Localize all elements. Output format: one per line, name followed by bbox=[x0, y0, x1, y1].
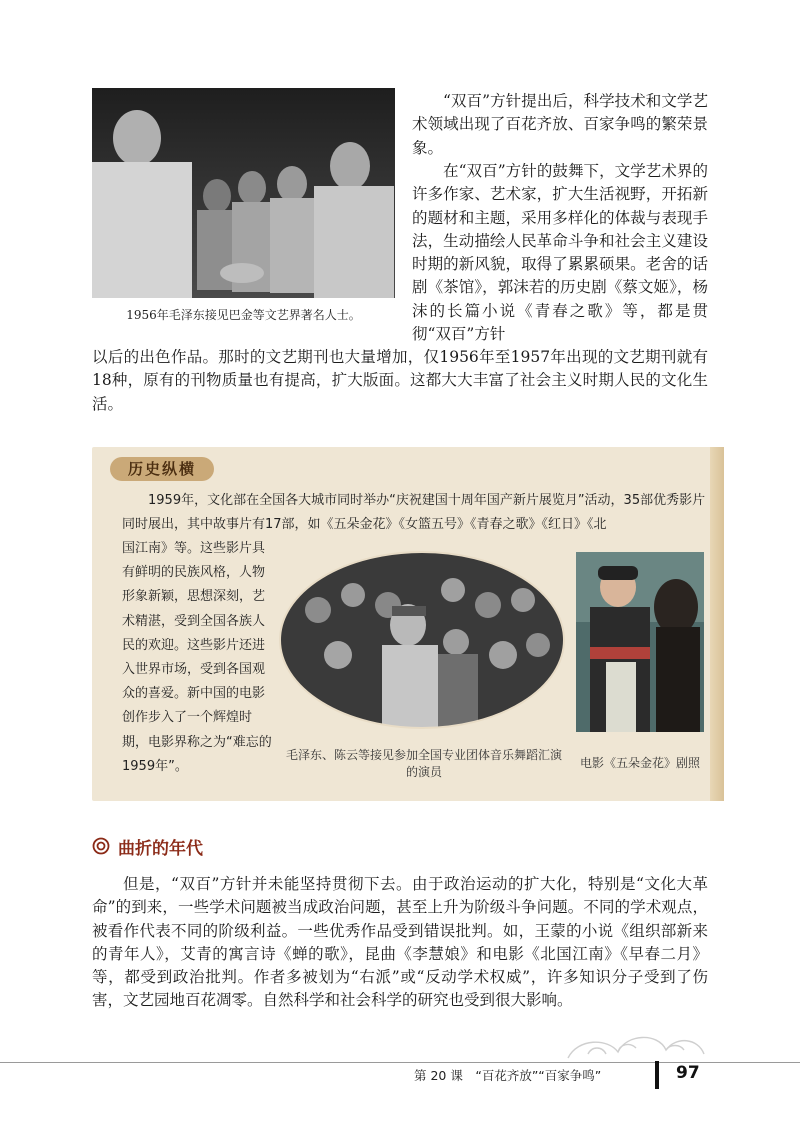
cloud-ornament-icon bbox=[548, 1024, 748, 1064]
history-sidebar-box bbox=[92, 447, 724, 801]
photo-oval-performers bbox=[278, 550, 566, 730]
footer-divider bbox=[655, 1061, 659, 1089]
footer-lesson-title: 第 20 课 “百花齐放”“百家争鸣” bbox=[414, 1068, 602, 1083]
section-title: 曲折的年代 bbox=[118, 838, 203, 859]
paragraph-achievements-continued: 以后的出色作品。那时的文艺期刊也大量增加，仅1956年至1957年出现的文艺期刊就有18种，原有的刊物质量也有提高，扩大版面。这都大大丰富了社会主义时期人民的文化生活。 bbox=[92, 348, 708, 413]
box-text-body: 国江南》等。这些影片具有鲜明的民族风格，人物形象新颖，思想深刻，艺术精湛，受到全国各族人民的欢迎。这些影片还进入世界市场，受到各国观众的喜爱。新中国的电影创作步入了一个辉煌时期，电影界称之为“难忘的1959年”。 bbox=[122, 541, 272, 774]
page-number: 97 bbox=[676, 1063, 700, 1083]
photo-five-golden-flowers-still bbox=[576, 552, 704, 732]
paragraph-intro: “双百”方针提出后，科学技术和文学艺术领域出现了百花齐放、百家争鸣的繁荣景象。 bbox=[412, 92, 708, 157]
box-title: 历史纵横 bbox=[110, 457, 214, 481]
caption-oval-photo: 毛泽东、陈云等接见参加全国专业团体音乐舞蹈汇演的演员 bbox=[285, 748, 562, 779]
paragraph-achievements: 在“双百”方针的鼓舞下，文学艺术界的许多作家、艺术家，扩大生活视野，开拓新的题材和主题，采用多样化的体裁与表现手法，生动描绘人民革命斗争和社会主义建设时期的新风貌，取得了累累硕果。老舍的话剧《茶馆》，郭沫若的历史剧《蔡文姬》，杨沫的长篇小说《青春之歌》等，都是贯彻“双百”方针 bbox=[412, 162, 708, 344]
photo-caption: 1956年毛泽东接见巴金等文艺界著名人士。 bbox=[126, 308, 361, 322]
box-side-rail bbox=[710, 447, 724, 801]
section-heading bbox=[92, 834, 203, 858]
photo-mao-meeting-bajin bbox=[92, 88, 395, 298]
paragraph-twisted-years: 但是，“双百”方针并未能坚持贯彻下去。由于政治运动的扩大化，特别是“文化大革命”的到来，一些学术问题被当成政治问题，甚至上升为阶级斗争问题。不同的学术观点，被看作代表不同的阶级利益。一些优秀作品受到错误批判。如，王蒙的小说《组织部新来的青年人》，艾青的寓言诗《蝉的歌》，昆曲《李慧娘》和电影《北国江南》《早春二月》等，都受到政治批判。作者多被划为“右派”或“反动学术权威”，许多知识分子受到了伤害，文艺园地百花凋零。自然科学和社会科学的研究也受到很大影响。 bbox=[92, 875, 708, 1010]
caption-film-still: 电影《五朵金花》剧照 bbox=[579, 756, 700, 770]
box-text-intro: 1959年，文化部在全国各大城市同时举办“庆祝建国十周年国产新片展览月”活动，35部优秀影片同时展出，其中故事片有17部，如《五朵金花》《女篮五号》《青春之歌》《红日》《北 bbox=[122, 493, 706, 532]
double-circle-icon bbox=[92, 837, 110, 855]
